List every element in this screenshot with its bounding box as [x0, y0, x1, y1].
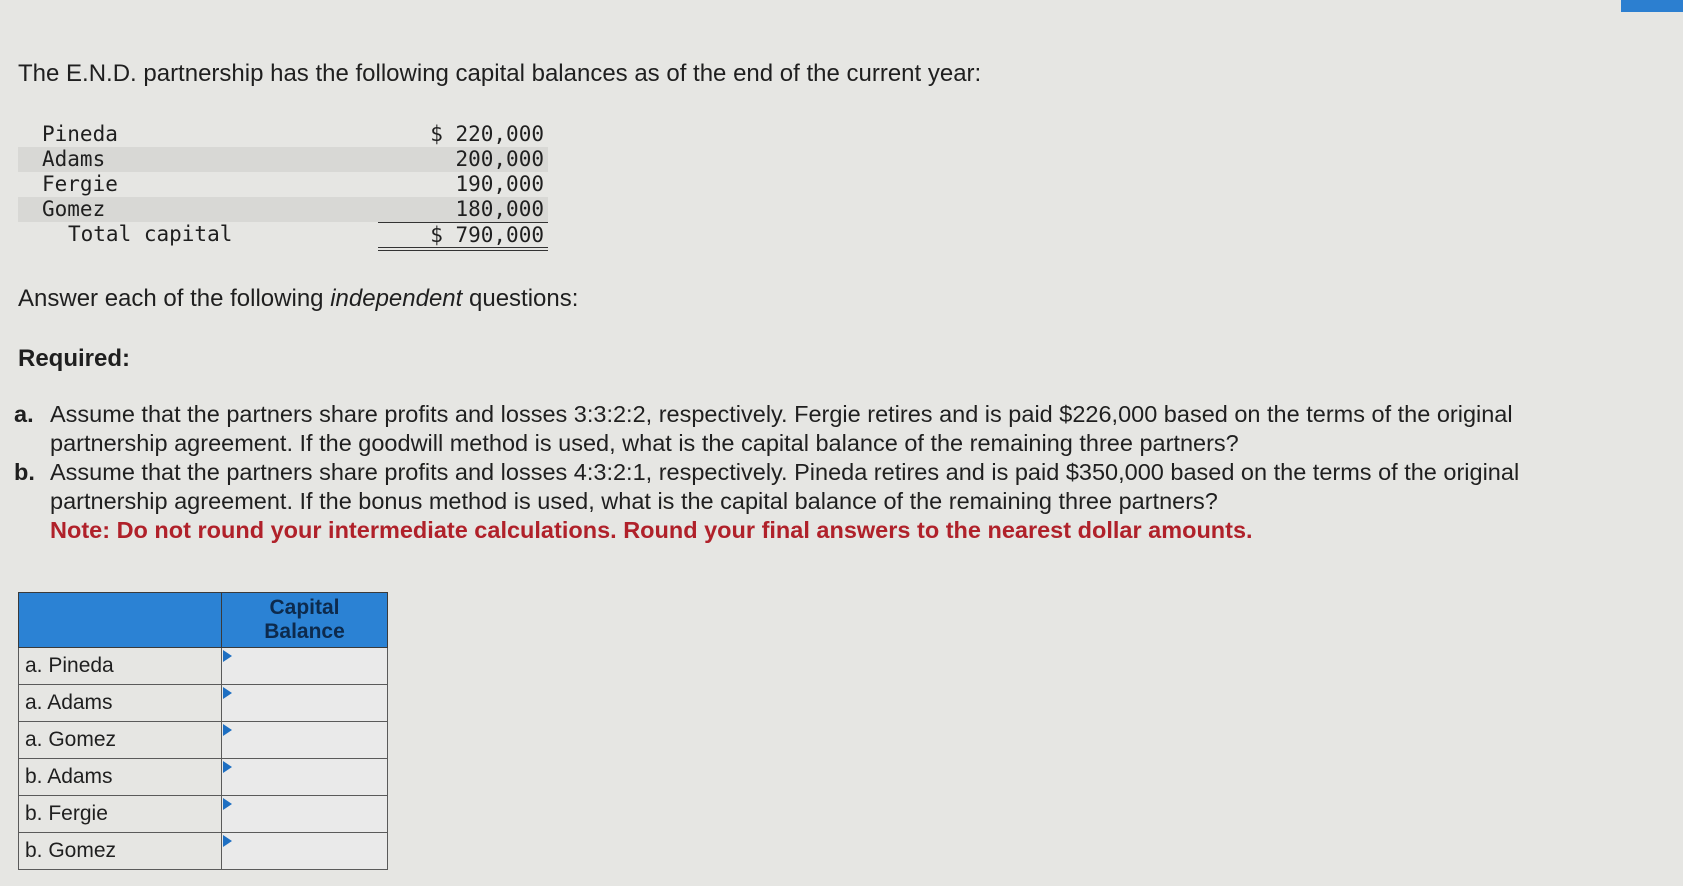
question-text: Assume that the partners share profits and losses 3:3:2:2, respectively. Fergie retires and is paid $226,000 based on the terms of the original partnership agreement. If the goodwill method is used, what is the capital balance of the remaining three partners? [50, 401, 1513, 456]
answer-row [19, 833, 388, 870]
input-marker-icon [223, 835, 232, 847]
answer-row [19, 685, 388, 722]
capital-balance-input[interactable] [230, 798, 384, 830]
input-marker-icon [223, 724, 232, 736]
capital-row [18, 197, 548, 222]
input-marker-icon [223, 798, 232, 810]
capital-balance-input[interactable] [230, 650, 384, 682]
partner-name: Pineda [42, 122, 118, 146]
input-marker-icon [223, 761, 232, 773]
instructions-after: questions: [462, 285, 579, 312]
answer-cell[interactable] [222, 685, 388, 722]
capital-row [18, 122, 548, 147]
instructions-text [18, 285, 578, 313]
required-heading: Required: [18, 345, 131, 372]
capital-balance-input[interactable] [230, 835, 384, 867]
capital-balances-table [18, 122, 548, 247]
accent-tab [1621, 0, 1683, 12]
partner-capital: $ 220,000 [430, 122, 544, 146]
answer-header-row [19, 593, 388, 648]
answer-row [19, 722, 388, 759]
answer-row-label: b. Gomez [19, 833, 222, 870]
answer-cell[interactable] [222, 759, 388, 796]
question-letter: a. [14, 401, 34, 427]
header-line1: Capital [269, 596, 340, 619]
capital-balance-input[interactable] [230, 687, 384, 719]
partner-name: Gomez [42, 197, 106, 221]
answer-row [19, 759, 388, 796]
answer-row [19, 648, 388, 685]
capital-balance-header [222, 593, 388, 648]
question-letter: b. [14, 459, 35, 485]
answer-row-label: b. Fergie [19, 796, 222, 833]
total-capital-label: Total capital [68, 222, 233, 246]
partner-capital: 200,000 [455, 147, 544, 171]
answer-cell[interactable] [222, 833, 388, 870]
answer-row-label: b. Adams [19, 759, 222, 796]
answer-cell[interactable] [222, 722, 388, 759]
question-text: Assume that the partners share profits and losses 4:3:2:1, respectively. Pineda retires and is paid $350,000 based on the terms of the original partnership agreement. If the bonus method is used, what is the capital balance of the remaining three partners? [50, 459, 1520, 514]
answer-table [18, 592, 388, 870]
total-capital-row [18, 222, 548, 247]
answer-row-label: a. Adams [19, 685, 222, 722]
question-b [14, 458, 1534, 516]
answer-cell[interactable] [222, 648, 388, 685]
partner-name: Adams [42, 147, 106, 171]
answer-row-label: a. Gomez [19, 722, 222, 759]
header-line2: Balance [264, 620, 345, 643]
capital-balance-input[interactable] [230, 761, 384, 793]
capital-balance-input[interactable] [230, 724, 384, 756]
capital-row [18, 147, 548, 172]
input-marker-icon [223, 687, 232, 699]
answer-cell[interactable] [222, 796, 388, 833]
questions-list [14, 400, 1534, 545]
partner-capital: 190,000 [455, 172, 544, 196]
instructions-emphasis: independent [330, 285, 463, 312]
question-a [14, 400, 1534, 458]
capital-row [18, 172, 548, 197]
rounding-note: Note: Do not round your intermediate calculations. Round your final answers to the nearest dollar amounts. [50, 517, 1253, 543]
total-capital-amount: $ 790,000 [378, 222, 548, 251]
answer-header-blank [19, 593, 222, 648]
answer-row [19, 796, 388, 833]
answer-row-label: a. Pineda [19, 648, 222, 685]
input-marker-icon [223, 650, 232, 662]
intro-text: The E.N.D. partnership has the following capital balances as of the end of the current year: [18, 60, 982, 87]
partner-name: Fergie [42, 172, 118, 196]
instructions-before: Answer each of the following [18, 285, 331, 312]
partner-capital: 180,000 [455, 197, 544, 221]
